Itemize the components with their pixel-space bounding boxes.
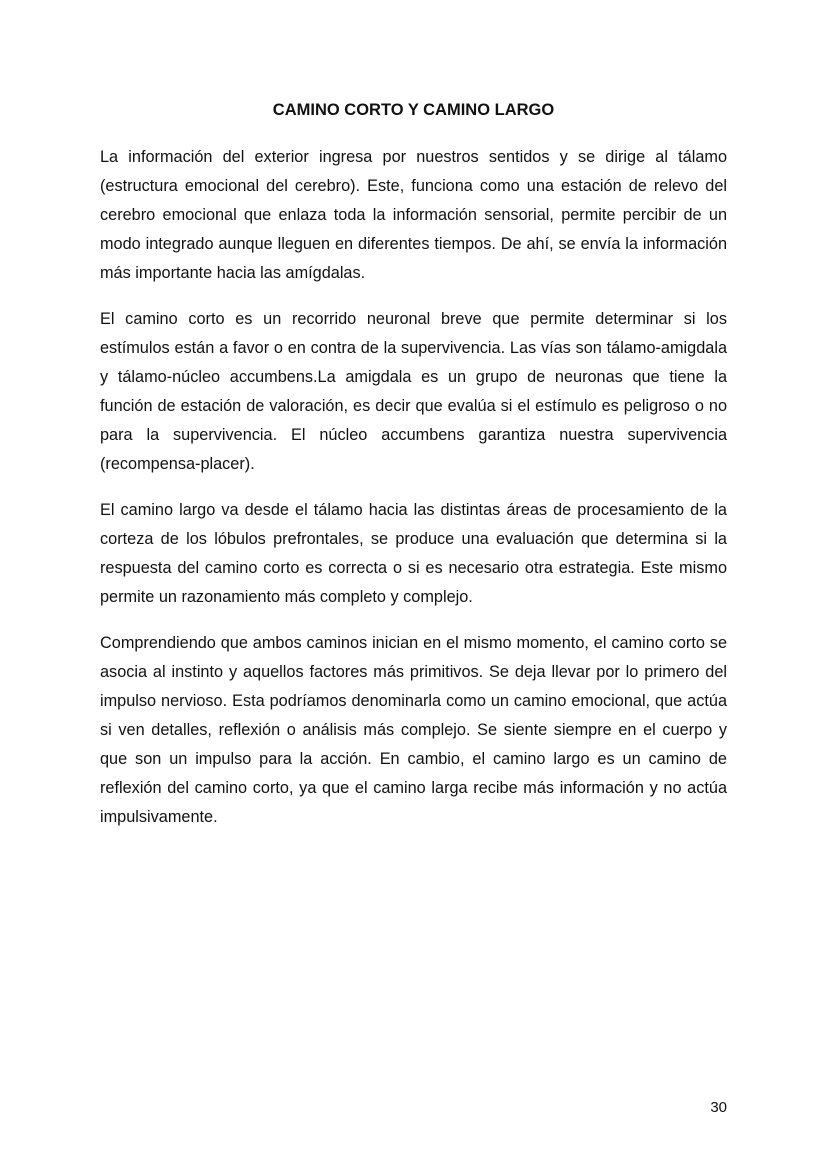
paragraph-comparison: Comprendiendo que ambos caminos inician en el mismo momento, el camino corto se asocia al instinto y aquellos factores más primitivos. Se deja llevar por lo primero del impulso nervioso. Esta podríamos denominarla como un camino emocional, que actúa si ven detalles, reflexión o análisis más complejo. Se siente siempre en el cuerpo y que son un impulso para la acción. En cambio, el camino largo es un camino de reflexión del camino corto, ya que el camino larga recibe más información y no actúa impulsivamente. [100, 634, 727, 826]
page-number: 30 [710, 1099, 727, 1116]
document-body [100, 143, 727, 849]
paragraph-intro: La información del exterior ingresa por nuestros sentidos y se dirige al tálamo (estructura emocional del cerebro). Este, funciona como una estación de relevo del cerebro emocional que enlaza toda la información sensorial, permite percibir de un modo integrado aunque lleguen en diferentes tiempos. De ahí, se envía la información más importante hacia las amígdalas. [100, 148, 727, 282]
page-title: CAMINO CORTO Y CAMINO LARGO [272, 101, 555, 119]
paragraph-camino-largo: El camino largo va desde el tálamo hacia las distintas áreas de procesamiento de la corteza de los lóbulos prefrontales, se produce una evaluación que determina si la respuesta del camino corto es correcta o si es necesario otra estrategia. Este mismo permite un razonamiento más completo y complejo. [100, 501, 727, 606]
paragraph-camino-corto: El camino corto es un recorrido neuronal breve que permite determinar si los estímulos están a favor o en contra de la supervivencia. Las vías son tálamo-amigdala y tálamo-núcleo accumbens.La amigdala es un grupo de neuronas que tiene la función de estación de valoración, es decir que evalúa si el estímulo es peligroso o no para la supervivencia. El núcleo accumbens garantiza nuestra supervivencia (recompensa-placer). [100, 310, 727, 473]
